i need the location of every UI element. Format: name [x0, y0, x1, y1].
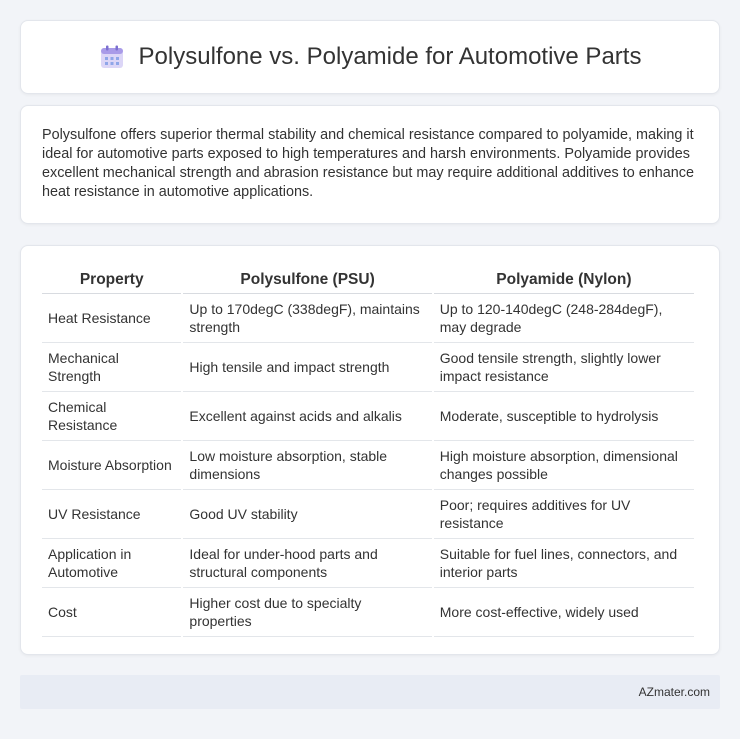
- cell-property: Application in Automotive: [42, 539, 181, 588]
- intro-card: [20, 105, 720, 224]
- cell-property: UV Resistance: [42, 490, 181, 539]
- cell-property: Moisture Absorption: [42, 441, 181, 490]
- table-row: [42, 294, 694, 343]
- table-row: [42, 588, 694, 637]
- header-polyamide: Polyamide (Nylon): [434, 266, 694, 294]
- cell-polyamide: High moisture absorption, dimensional changes possible: [434, 441, 694, 490]
- cell-polysulfone: Good UV stability: [183, 490, 431, 539]
- cell-polysulfone: Low moisture absorption, stable dimensions: [183, 441, 431, 490]
- footer-brand: AZmater.com: [638, 685, 710, 699]
- calendar-icon: [99, 44, 125, 70]
- comparison-table-card: [20, 245, 720, 655]
- cell-polyamide: Poor; requires additives for UV resistance: [434, 490, 694, 539]
- page-title: Polysulfone vs. Polyamide for Automotive Parts: [138, 43, 642, 70]
- comparison-table: [40, 266, 696, 637]
- cell-polyamide: Moderate, susceptible to hydrolysis: [434, 392, 694, 441]
- table-row: [42, 441, 694, 490]
- cell-polysulfone: Higher cost due to specialty properties: [183, 588, 431, 637]
- cell-polysulfone: High tensile and impact strength: [183, 343, 431, 392]
- intro-text: Polysulfone offers superior thermal stability and chemical resistance compared to polyamide, making it ideal for automotive parts exposed to high temperatures and harsh environments. Polyamide provides excellent mechanical strength and abrasion resistance but may require additional additives to enhance heat resistance in automotive applications.: [42, 127, 694, 200]
- table-row: [42, 343, 694, 392]
- table-header-row: [42, 266, 694, 294]
- header-polysulfone: Polysulfone (PSU): [183, 266, 431, 294]
- cell-polyamide: Suitable for fuel lines, connectors, and interior parts: [434, 539, 694, 588]
- cell-property: Heat Resistance: [42, 294, 181, 343]
- cell-polysulfone: Ideal for under-hood parts and structural components: [183, 539, 431, 588]
- table-row: [42, 490, 694, 539]
- cell-property: Chemical Resistance: [42, 392, 181, 441]
- table-row: [42, 539, 694, 588]
- cell-polyamide: Good tensile strength, slightly lower impact resistance: [434, 343, 694, 392]
- cell-property: Cost: [42, 588, 181, 637]
- table-row: [42, 392, 694, 441]
- header-property: Property: [42, 266, 181, 294]
- cell-polysulfone: Excellent against acids and alkalis: [183, 392, 431, 441]
- cell-polyamide: Up to 120-140degC (248-284degF), may degrade: [434, 294, 694, 343]
- cell-polyamide: More cost-effective, widely used: [434, 588, 694, 637]
- cell-polysulfone: Up to 170degC (338degF), maintains strength: [183, 294, 431, 343]
- title-card: [20, 20, 720, 94]
- footer-bar: [20, 675, 720, 709]
- cell-property: Mechanical Strength: [42, 343, 181, 392]
